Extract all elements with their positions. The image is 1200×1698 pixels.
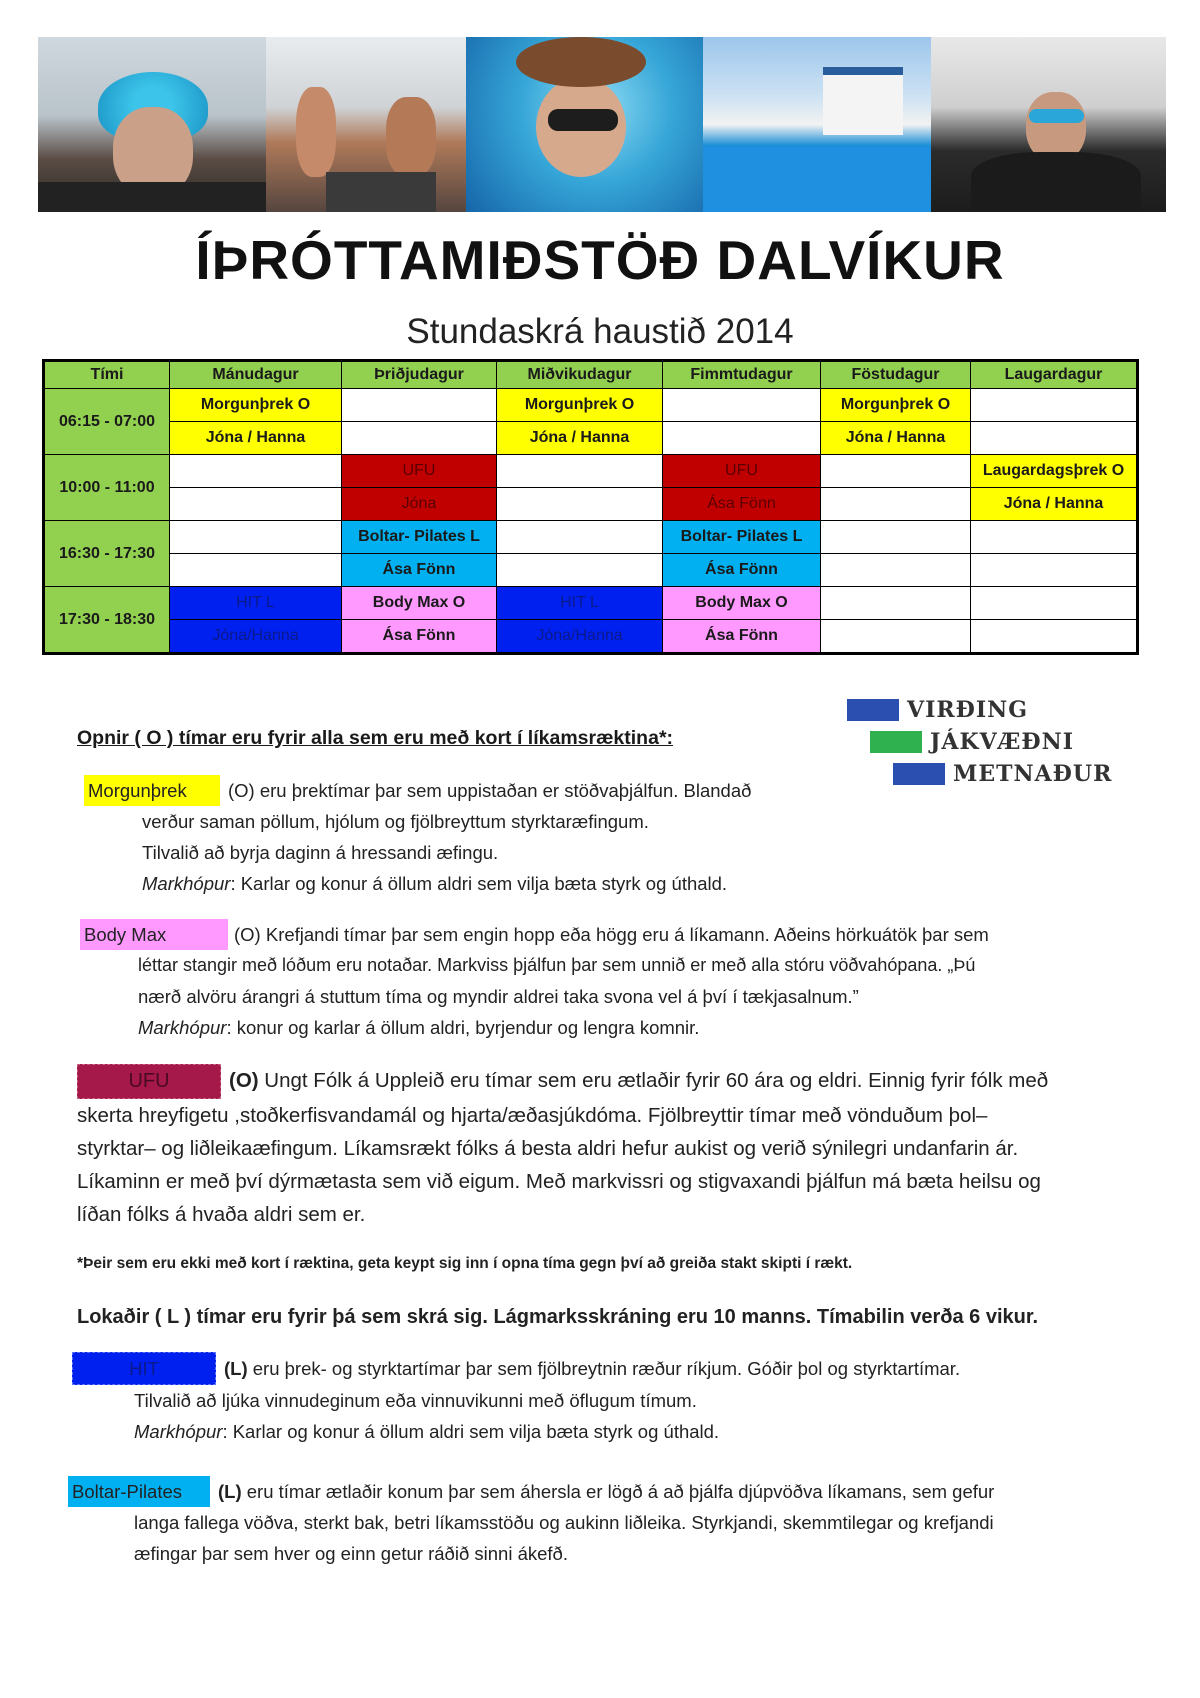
instructor-cell: Ása Fönn [663,620,821,654]
closed-classes-heading: Lokaðir ( L ) tímar eru fyrir þá sem skrá sig. Lágmarksskráning eru 10 manns. Tímabilin verða 6 vikur. [77,1306,1039,1328]
class-name-cell: UFU [663,455,821,488]
instructor-cell: Jóna / Hanna [821,422,971,455]
ufu-description [77,1064,1147,1231]
class-name-cell: Body Max O [663,587,821,620]
header-wednesday: Miðvikudagur [497,361,663,389]
value-label: VIRÐING [907,697,1029,723]
text: Líkaminn er með því dýrmætasta sem við eigum. Með markvissri og stigvaxandi þjálfun má bæta heilsu og [77,1170,1041,1193]
hit-label: HIT [72,1352,216,1385]
man-goggles-photo [931,37,1166,212]
schedule-row-sub [44,620,1138,654]
instructor-cell [971,422,1138,455]
kids-gym-photo [266,37,466,212]
instructor-cell [971,620,1138,654]
instructor-cell [170,554,342,587]
class-name-cell [497,521,663,554]
class-name-cell [971,521,1138,554]
code: (O) [229,1069,259,1092]
instructor-cell: Jóna / Hanna [971,488,1138,521]
header-time: Tími [44,361,170,389]
instructor-cell [971,554,1138,587]
instructor-cell [170,488,342,521]
class-name-cell: Morgunþrek O [497,389,663,422]
time-slot: 17:30 - 18:30 [44,587,170,654]
code: (L) [224,1358,248,1379]
page-subtitle: Stundaskrá haustið 2014 [406,312,794,351]
text: Krefjandi tímar þar sem engin hopp eða högg eru á líkamann. Aðeins hörkuátök þar sem [260,924,989,945]
code: (L) [218,1481,242,1502]
page-title: ÍÞRÓTTAMIÐSTÖÐ DALVÍKUR [195,229,1005,291]
value-label: METNAÐUR [953,761,1113,787]
schedule-row [44,521,1138,554]
class-name-cell: Boltar- Pilates L [342,521,497,554]
text: eru þrek- og styrktartímar þar sem fjölbreytnin ræður ríkjum. Góðir þol og styrktartímar. [247,1358,961,1379]
instructor-cell: Ása Fönn [342,554,497,587]
schedule-row [44,455,1138,488]
text: eru tímar ætlaðir konum þar sem áhersla er lögð á að þjálfa djúpvöðva líkamans, sem gefur [241,1481,995,1502]
instructor-cell: Ása Fönn [663,488,821,521]
text: eru þrektímar þar sem uppistaðan er stöðvaþjálfun. Blandað [254,780,752,801]
instructor-cell: Jóna/Hanna [497,620,663,654]
text: æfingar þar sem hver og einn getur ráðið sinni ákefð. [134,1543,568,1564]
header-thursday: Fimmtudagur [663,361,821,389]
target-label: Markhópur [142,873,231,894]
code: (O) [234,924,261,945]
schedule-row [44,389,1138,422]
instructor-cell: Jóna / Hanna [497,422,663,455]
text: líðan fólks á hvaða aldri sem er. [77,1203,366,1226]
pilates-description [68,1476,1138,1569]
schedule-row-sub [44,554,1138,587]
open-classes-heading: Opnir ( O ) tímar eru fyrir alla sem eru með kort í líkamsræktina*: [77,727,674,749]
instructor-cell [342,422,497,455]
class-name-cell: HIT L [497,587,663,620]
class-name-cell: Boltar- Pilates L [663,521,821,554]
instructor-cell: Ása Fönn [663,554,821,587]
hit-description [72,1352,1132,1447]
class-name-cell [821,587,971,620]
instructor-cell [497,554,663,587]
class-name-cell [971,389,1138,422]
instructor-cell [821,620,971,654]
header-monday: Mánudagur [170,361,342,389]
value-label: JÁKVÆÐNI [930,729,1075,755]
text: Tilvalið að byrja daginn á hressandi æfingu. [142,842,499,863]
header-friday: Föstudagur [821,361,971,389]
text: nærð alvöru árangri á stuttum tíma og myndir aldrei taka svona vel á því í tækjasalnum.” [138,986,859,1007]
time-slot: 06:15 - 07:00 [44,389,170,455]
instructor-cell: Ása Fönn [342,620,497,654]
value-bar-icon [870,731,922,753]
header-tuesday: Þriðjudagur [342,361,497,389]
text: Tilvalið að ljúka vinnudeginum eða vinnuvikunni með öflugum tímum. [134,1390,697,1411]
class-name-cell: Laugardagsþrek O [971,455,1138,488]
class-name-cell [821,521,971,554]
schedule-header-row [44,361,1138,389]
text: : Karlar og konur á öllum aldri sem vilja bæta styrk og úthald. [222,1421,720,1442]
text: verður saman pöllum, hjólum og fjölbreyttum styrktaræfingum. [142,811,649,832]
instructor-cell: Jóna/Hanna [170,620,342,654]
instructor-cell [821,488,971,521]
value-jakvaedni [870,729,1074,755]
class-name-cell: UFU [342,455,497,488]
class-name-cell [342,389,497,422]
class-name-cell: Morgunþrek O [170,389,342,422]
class-name-cell [821,455,971,488]
text: : konur og karlar á öllum aldri, byrjendur og lengra komnir. [226,1017,700,1038]
ufu-label: UFU [77,1064,221,1099]
instructor-cell [663,422,821,455]
schedule-table [42,359,1139,655]
class-name-cell: HIT L [170,587,342,620]
schedule-row-sub [44,488,1138,521]
underwater-swimmer-photo [466,37,703,212]
photo-banner [38,37,1166,212]
code: (O) [228,780,255,801]
instructor-cell [821,554,971,587]
text: Ungt Fólk á Uppleið eru tímar sem eru ætlaðir fyrir 60 ára og eldri. Einnig fyrir fólk með [258,1069,1049,1092]
class-name-cell [971,587,1138,620]
class-name-cell: Body Max O [342,587,497,620]
morgunthrek-label: Morgunþrek [84,775,220,806]
footnote: *Þeir sem eru ekki með kort í ræktina, geta keypt sig inn í opna tíma gegn því að greiða stakt skipti í rækt. [77,1255,853,1272]
target-label: Markhópur [134,1421,223,1442]
instructor-cell: Jóna / Hanna [170,422,342,455]
schedule-row [44,587,1138,620]
schedule-row-sub [44,422,1138,455]
class-name-cell [170,521,342,554]
outdoor-pool-photo [703,37,931,212]
text: skerta hreyfigetu ,stoðkerfisvandamál og hjarta/æðasjúkdóma. Fjölbreyttir tímar með vönduðum þol– [77,1104,988,1127]
time-slot: 10:00 - 11:00 [44,455,170,521]
text: styrktar– og liðleikaæfingum. Líkamsrækt fólks á besta aldri hefur aukist og verið sýnilegri undanfarin ár. [77,1137,1019,1160]
time-slot: 16:30 - 17:30 [44,521,170,587]
class-name-cell: Morgunþrek O [821,389,971,422]
morgunthrek-description [84,775,1124,899]
header-saturday: Laugardagur [971,361,1138,389]
value-virding [847,697,1028,723]
text: langa fallega vöðva, sterkt bak, betri líkamsstöðu og aukinn liðleika. Styrkjandi, skemmtilegar og krefjandi [134,1512,994,1533]
target-label: Markhópur [138,1017,227,1038]
class-name-cell [170,455,342,488]
text: : Karlar og konur á öllum aldri sem vilja bæta styrk og úthald. [230,873,728,894]
class-name-cell [663,389,821,422]
value-bar-icon [847,699,899,721]
instructor-cell: Jóna [342,488,497,521]
instructor-cell [497,488,663,521]
bodymax-description [80,919,1140,1043]
swimmer-woman-cap-photo [38,37,266,212]
text: léttar stangir með lóðum eru notaðar. Markviss þjálfun þar sem unnið er með alla stóru vöðvahópana. „Þú [138,955,976,975]
pilates-label: Boltar-Pilates [68,1476,210,1507]
bodymax-label: Body Max [80,919,228,950]
class-name-cell [497,455,663,488]
